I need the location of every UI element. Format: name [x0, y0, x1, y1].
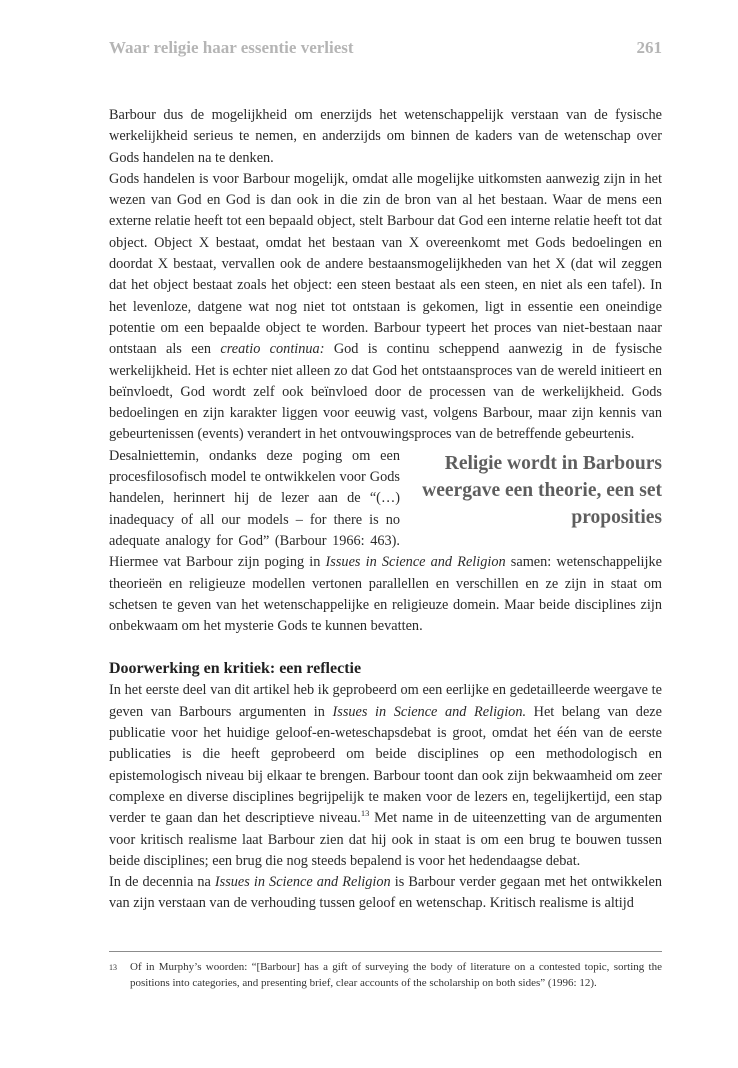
emphasis: Issues in Science and Religion: [214, 874, 391, 891]
emphasis: Issues in Science and Religion: [325, 554, 506, 571]
pull-quote: Religie wordt in Barbours weergave een theorie, een set proposities: [422, 452, 662, 528]
emphasis: creatio continua:: [220, 341, 325, 358]
footnote-divider: [109, 951, 662, 952]
footnote-reference[interactable]: 13: [360, 808, 370, 819]
paragraph: Barbour dus de mogelijkheid om enerzijds het wetenschappelijk verstaan van de fysische werkelijkheid serieus te nemen, en anderzijds om binnen de kaders van de wetenschap over Gods handelen na te denken.: [109, 107, 662, 166]
paragraph: In het eerste deel van dit artikel heb ik geprobeerd om een eerlijke en gedetailleerde weergave te geven van Barbours argumenten in Issues in Science and Religion. Het belang van deze publicatie voor het huidige geloof-en-weteschapsdebat is groot, omdat het één van de eerste publicaties is die heeft geprobeerd om beide disciplines op een methodologisch en epistemologisch niveau bij elkaar te brengen. Barbour toont dan ook zijn bekwaamheid om zeer complexe en diverse disciplines begrijpelijk te maken voor de lezers en, tegelijkertijd, een stap verder te gaan dan het descriptieve niveau.$^{13}$ Met name in de uiteenzetting van de argumenten voor kritisch realisme laat Barbour zien dat hij ook in staat is om een brug te bouwen tussen beide disciplines; een brug die nog steeds bepalend is voor het hedendaagse debat.: [109, 682, 662, 869]
paragraph: In de decennia na Issues in Science and Religion is Barbour verder gegaan met het ontwikkelen van zijn verstaan van de verhouding tussen geloof en wetenschap. Kritisch realisme is altijd: [109, 874, 662, 912]
paragraph: Religie wordt in Barbours weergave een theorie, een set proposities Desalniettemin, ondanks deze poging om een procesfilosofisch model te ontwikkelen voor Gods handelen, herinnert hij de lezer aan de “(…) inadequacy of all our models – for there is no adequate analogy for God” (Barbour 1966: 463). Hiermee vat Barbour zijn poging in Issues in Science and Religion samen: wetenschappelijke theorieën en religieuze modellen vertonen parallellen en verschillen en ze zijn in staat om schetsen te geven van het wetenschappelijke en religieuze domein. Maar beide disciplines zijn onbekwaam om het mysterie Gods te kunnen bevatten.: [109, 447, 662, 635]
footnote-text: Of in Murphy’s woorden: “[Barbour] has a gift of surveying the body of literature on a contested topic, sorting the positions into categories, and presenting brief, clear accounts of the scholarship on both sides” (1996: 12).: [130, 961, 662, 989]
emphasis: Issues in Science and Religion.: [332, 703, 527, 720]
paragraph: Gods handelen is voor Barbour mogelijk, omdat alle mogelijke uitkomsten aanwezig zijn in het wezen van God en God is dan ook in die zin de bron van al het bestaan. Waar de mens een externe relatie heeft tot een bepaald object, stelt Barbour dat God een interne relatie heeft tot dat object. Object X bestaat, omdat het bestaan van X overeenkomt met Gods bedoelingen en doordat X bestaat, vervallen ook de andere bestaansmogelijkheden van het X (dat wil zeggen dat het object bestaat zoals het object: een steen bestaat als een steen, en niet als een tafel). In het levenloze, datgene wat nog niet tot ontstaan is gekomen, ligt in essentie een oneindige potentie om een bepaalde object te worden. Barbour typeert het proces van niet-bestaan naar ontstaan als een creatio continua: God is continu scheppend aanwezig in de fysische werkelijkheid. Het is echter niet alleen zo dat God het ontstaansproces van de wereld initieert en beïnvloedt, God wordt zelf ook beïnvloed door de processen van de werkelijkheid. Gods bedoelingen en zijn karakter liggen voor eeuwig vast, volgens Barbour, maar zijn kennis van gebeurtenissen (events) verandert in het ontvouwingsproces van de betreffende gebeurtenis.: [109, 170, 662, 443]
footnote-number: 13: [109, 963, 117, 972]
body-text: [109, 105, 662, 915]
footnote: [109, 960, 662, 991]
running-header: [109, 38, 662, 64]
running-title: Waar religie haar essentie verliest: [109, 38, 354, 57]
section-heading: Doorwerking en kritiek: een reflectie: [109, 660, 362, 678]
page-number: 261: [636, 38, 662, 57]
